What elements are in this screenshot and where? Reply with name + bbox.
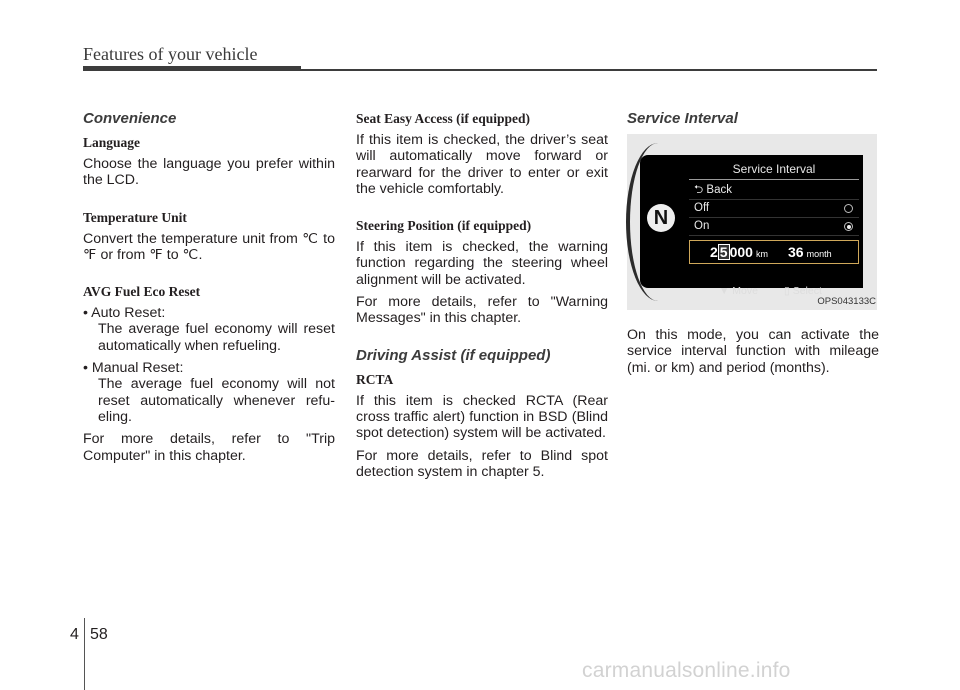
- menu-item-on[interactable]: [689, 218, 859, 236]
- month-unit: month: [806, 249, 832, 259]
- auto-reset-text: The average fuel economy will reset automatically when refueling.: [98, 321, 335, 354]
- service-interval-text: On this mode, you can activate the service interval function with mileage (mi. or km) and period (months).: [627, 327, 879, 376]
- menu-item-off[interactable]: [689, 200, 859, 218]
- page-number: 58: [90, 626, 108, 643]
- chapter-number: 4: [70, 626, 79, 643]
- select-hint: ▯ Select: [784, 285, 822, 297]
- gear-n-badge: N: [647, 204, 675, 232]
- lcd-screen: [640, 155, 863, 297]
- menu-item-back[interactable]: ⮌ Back: [689, 182, 859, 200]
- header-rule-thin: [301, 69, 877, 71]
- interval-value-selector[interactable]: [689, 240, 859, 264]
- auto-reset-label: • Auto Reset:: [83, 305, 166, 322]
- column-2: [356, 110, 608, 486]
- section-heading-service-interval: Service Interval: [627, 110, 738, 127]
- subheading-temperature: Temperature Unit: [83, 209, 187, 225]
- blind-spot-ref: For more details, refer to Blind spot detection system in chapter 5.: [356, 447, 608, 480]
- manual-reset-label: • Manual Reset:: [83, 360, 184, 377]
- radio-off-icon: [844, 204, 853, 213]
- steering-text: If this item is checked, the warning function regarding the steering wheel alignment will be activated.: [356, 239, 608, 288]
- subheading-language: Language: [83, 135, 141, 150]
- service-interval-menu: [689, 161, 859, 264]
- subheading-avg-fuel: AVG Fuel Eco Reset: [83, 284, 201, 300]
- radio-on-icon: [844, 222, 853, 231]
- menu-title: Service Interval: [732, 162, 816, 176]
- language-text: Choose the language you prefer within the LCD.: [83, 156, 335, 189]
- subheading-seat-easy-access: Seat Easy Access (if equipped): [356, 111, 531, 126]
- service-interval-figure: [627, 134, 877, 310]
- temperature-text: Convert the temperature unit from ℃ to ℉ or from ℉ to ℃.: [83, 230, 335, 263]
- mileage-value: 2 5 000 km: [710, 244, 768, 260]
- section-heading-driving-assist: Driving Assist (if equipped): [356, 346, 551, 364]
- trip-computer-ref: For more details, refer to "Trip Computer" in this chapter.: [83, 431, 335, 464]
- warning-messages-ref: For more details, refer to "Warning Messages" in this chapter.: [356, 294, 608, 327]
- header-title: Features of your vehicle: [83, 44, 258, 64]
- page-divider: [84, 618, 85, 690]
- header-rule-thick: [83, 66, 301, 71]
- manual-reset-text: The average fuel economy will not reset automatically whenever refu-eling.: [98, 376, 335, 425]
- edit-cursor: 5: [719, 244, 728, 260]
- column-1: [83, 110, 335, 470]
- move-hint: ▼ Move: [719, 285, 758, 297]
- mileage-unit: km: [755, 249, 768, 259]
- menu-item-on-label: On: [694, 220, 710, 232]
- subheading-steering-position: Steering Position (if equipped): [356, 218, 532, 234]
- watermark: carmanualsonline.info: [582, 659, 791, 682]
- figure-code: OPS043133C: [817, 296, 876, 307]
- section-heading-convenience: Convenience: [83, 110, 177, 127]
- menu-item-off-label: Off: [694, 202, 710, 214]
- month-value: 36 month: [788, 244, 832, 260]
- seat-text: If this item is checked, the driver’s seat will automatically move forward or rearward for the driver to enter or exit the vehicle comfortably.: [356, 132, 608, 197]
- subheading-rcta: RCTA: [356, 371, 394, 387]
- column-3: [627, 110, 879, 382]
- rcta-text: If this item is checked RCTA (Rear cross traffic alert) function in BSD (Blind spot detection) system will be activated.: [356, 392, 608, 442]
